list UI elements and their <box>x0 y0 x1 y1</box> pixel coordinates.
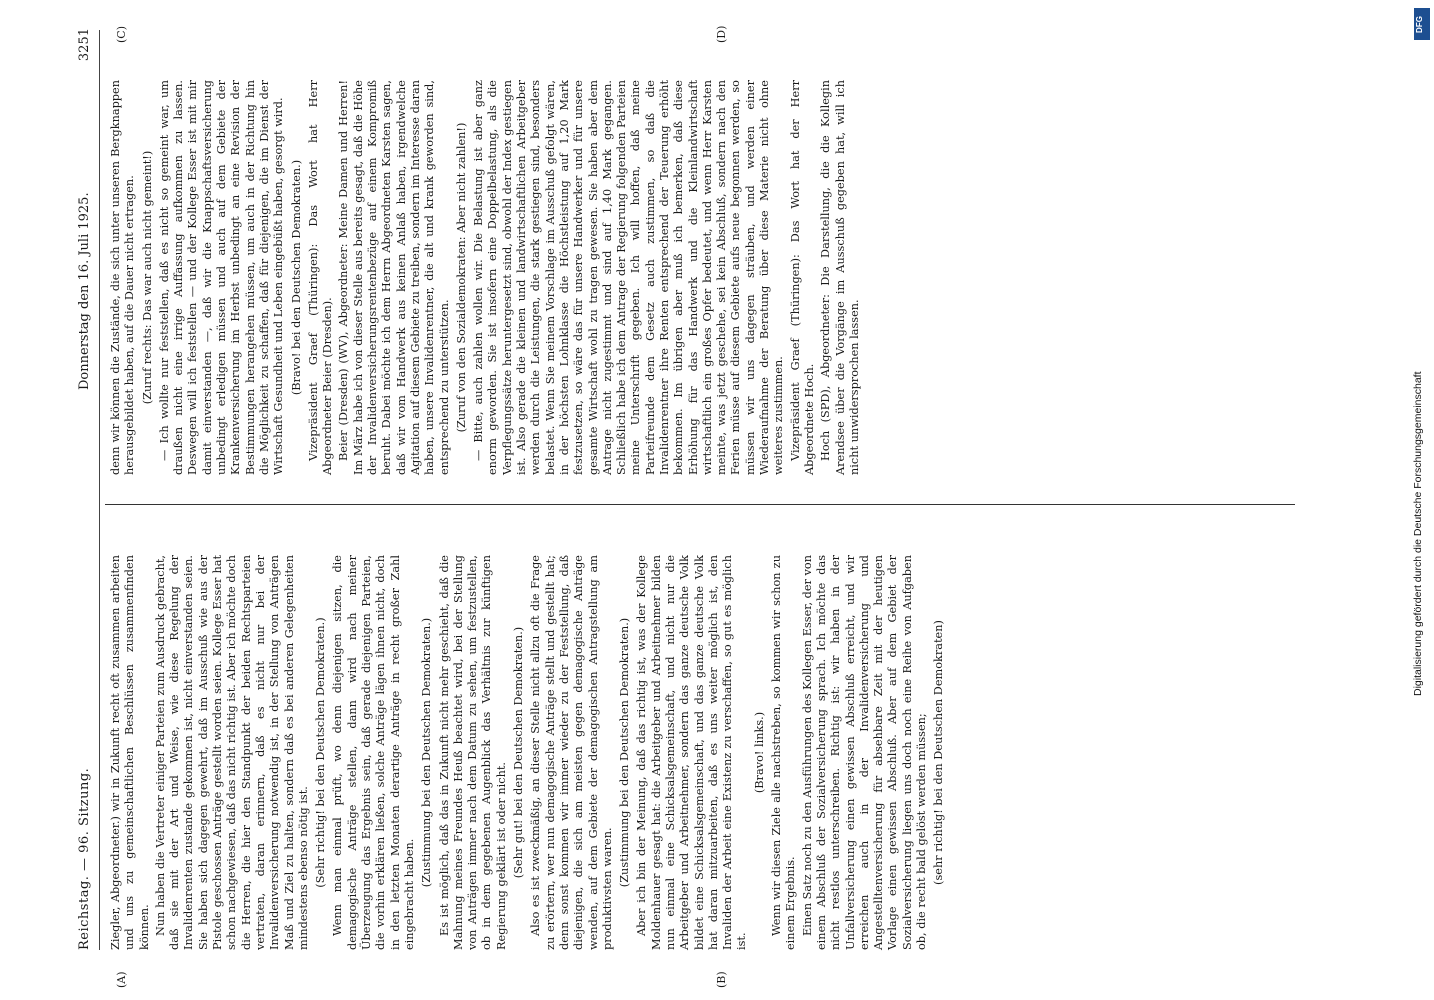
paragraph: Es ist möglich, daß das in Zukunft nicht mehr geschieht, daß die Mahnung meines Freundes Heuß beachtet wird, bei der Stellung von Anträgen immer nach dem Datum zu sehen, um festzustellen, ob in dem gegebenen Augenblick das Verhältnis zur künftigen Regierung geklärt ist oder nicht. <box>437 555 508 950</box>
interjection: (Bravo! bei den Deutschen Demokraten.) <box>289 159 303 396</box>
header-date: Donnerstag den 16. Juli 1925. <box>77 192 92 390</box>
paragraph: Hoch (SPD), Abgeordneter: Die Darstellung, die die Kollegin Arendsee über die Vorgänge im Ausschuß gegeben hat, will ich nicht unwidersprochen lassen. <box>819 80 861 475</box>
paragraph: Vizepräsident Graef (Thüringen): Das Wort hat Herr Abgeordneter Beier (Dresden). <box>306 80 335 475</box>
header-rule <box>99 30 100 950</box>
paragraph: — Ich wollte nur feststellen, daß es nicht so gemeint war, um draußen nicht eine irrige Auffassung aufkommen zu lassen. Deswegen will ich feststellen — und der Kollege Esser ist mit mir damit einverstanden —, daß wir die Knappschaftsversicherung unbedingt erledigen müssen und auch auf dem Gebiete der Krankenversicherung im Herbst unbedingt an eine Revision der Bestimmungen herangehen müssen, um auch in der Richtung hin die Möglichkeit zu schaffen, daß für diejenigen, die im Dienst der Wirtschaft Gesundheit und Leben eingebüßt haben, gesorgt wird. <box>157 80 286 475</box>
paragraph: Aber ich bin der Meinung, daß das richtig ist, was der Kollege Moldenhauer gesagt hat: die Arbeitgeber und Arbeitnehmer bilden nun einmal eine Schicksalsgemeinschaft, und nicht nur die Arbeitgeber und Arbeitnehmer, sondern das ganze deutsche Volk bildet eine Schicksalsgemeinschaft, und das ganze deutsche Volk hat daran mitzuarbeiten, daß es uns weiter möglich ist, den Invaliden der Arbeit eine Existenz zu verschaffen, so gut es möglich ist. <box>635 555 749 950</box>
paragraph: Ziegler, Abgeordneter.) wir in Zukunft recht oft zusammen arbeiten und uns zu gemeinschaftlichen Beschlüssen zusammenfinden können. <box>109 555 151 950</box>
page-number: 3251 <box>77 28 92 62</box>
interjection: (Bravo! links.) <box>752 711 766 794</box>
interjection: (Zuruf rechts: Das war auch nicht gemeint!) <box>140 150 154 405</box>
digitization-credit-text: Digitalisierung gefördert durch die Deutsche Forschungsgemeinschaft <box>1412 371 1424 696</box>
dfg-logo-text: DFG <box>1414 16 1424 33</box>
interjection: (Zustimmung bei den Deutschen Demokraten.) <box>618 617 632 888</box>
scanned-page-rotated <box>75 20 1335 988</box>
interjection: (Sehr gut! bei den Deutschen Demokraten.) <box>512 626 526 879</box>
text-column-right <box>109 80 864 475</box>
paragraph: Beier (Dresden) (WV), Abgeordneter: Meine Damen und Herren! Im März habe ich von dieser Stelle aus bereits gesagt, daß die Höhe der Invalidenversicherungsrentenbezüge auf einem Kompromiß beruht. Dabei möchte ich dem Herrn Abgeordneten Karsten sagen, daß wir vom Handwerk aus keinen Anlaß haben, irgendwelche Agitation auf diesem Gebiete zu treiben, sondern im Interesse daran haben, unsere Invalidenrentner, die alt und krank geworden sind, entsprechend zu unterstützen. <box>337 80 451 475</box>
interjection: (sehr richtig! bei den Deutschen Demokraten) <box>932 620 946 885</box>
column-divider <box>105 504 1295 505</box>
margin-marker-c: (C) <box>115 26 128 43</box>
header-left: Reichstag. — 96. Sitzung. <box>77 767 92 950</box>
paragraph: — Bitte, auch zahlen wollen wir. Die Belastung ist aber ganz enorm geworden. Sie ist insofern eine Doppelbelastung, als die Verpflegungssätze heruntergesetzt sind, obwohl der Index gestiegen ist. Also gerade die kleinen und landwirtschaftlichen Arbeitgeber werden durch die Leistungen, die stark gestiegen sind, besonders belastet. Wenn Sie meinem Vorschlage im Ausschuß gefolgt wären, in der höchsten Lohnklasse die Höchstleistung auf 1,20 Mark festzusetzen, so wäre das für unsere Handwerker und für unsere gesamte Wirtschaft wohl zu tragen gewesen. Sie haben aber dem Antrage nicht zugestimmt und sind auf 1,40 Mark gegangen. Schließlich habe ich dem Antrage der Regierung folgenden Parteien meine Unterschrift gegeben. Ich will hoffen, daß meine Parteifreunde dem Gesetz auch zustimmen, so daß die Invalidenrentner ihre Renten entsprechend der Teuerung erhöht bekommen. Im übrigen aber muß ich bemerken, daß diese Erhöhung für das Handwerk und die Kleinlandwirtschaft wirtschaftlich ein großes Opfer bedeutet, und wenn Herr Karsten meinte, was jetzt geschehe, sei kein Abschluß, sondern nach den Ferien müsse auf diesem Gebiete aufs neue begonnen werden, so müssen wir uns dagegen sträuben, und werden einer Wiederaufnahme der Beratung über diese Materie nicht ohne weiteres zustimmen. <box>472 80 786 475</box>
paragraph: Nun haben die Vertreter einiger Parteien zum Ausdruck gebracht, daß sie mit der Art und Weise, wie diese Regelung der Invalidenrenten zustande gekommen ist, nicht einverstanden seien. Sie haben sich dagegen gewehrt, daß im Ausschuß wie aus der Pistole geschossen Anträge gestellt worden seien. Kollege Esser hat schon nachgewiesen, daß das nicht richtig ist. Aber ich möchte doch die Herren, die hier den Standpunkt der beiden Rechtsparteien vertraten, daran erinnern, daß es nicht nur bei der Invalidenversicherung notwendig ist, in der Stellung von Anträgen Maß und Ziel zu halten, sondern daß es bei anderen Gelegenheiten mindestens ebenso nötig ist. <box>153 555 310 950</box>
paragraph: Wenn man einmal prüft, wo denn diejenigen sitzen, die demagogische Anträge stellen, dann wird nach meiner Überzeugung das Ergebnis sein, daß gerade diejenigen Parteien, die vorhin erklären ließen, solche Anträge lägen ihnen nicht, doch in den letzten Monaten derartige Anträge in recht großer Zahl eingebracht haben. <box>331 555 416 950</box>
margin-marker-b: (B) <box>715 971 728 988</box>
paragraph: Vizepräsident Graef (Thüringen): Das Wort hat der Herr Abgeordnete Hoch. <box>788 80 816 475</box>
interjection: (Sehr richtig! bei den Deutschen Demokraten.) <box>314 617 328 888</box>
page-header <box>75 20 97 960</box>
paragraph: Einen Satz noch zu den Ausführungen des Kollegen Esser, der von einem Abschluß der Sozialversicherung sprach. Ich möchte das nicht restlos unterschreiben. Richtig ist: wir haben in der Unfallversicherung einen gewissen Abschluß erreicht, und wir erreichen auch in der Invalidenversicherung und Angestelltenversicherung für absehbare Zeit mit der heutigen Vorlage einen gewissen Abschluß. Aber auf dem Gebiet der Sozialversicherung liegen uns doch noch eine Reihe von Aufgaben ob, die recht bald gelöst werden müssen; <box>800 555 929 950</box>
text-column-left <box>109 555 950 950</box>
interjection: (Zustimmung bei den Deutschen Demokraten.) <box>420 617 434 888</box>
margin-marker-d: (D) <box>715 25 728 43</box>
paragraph: Also es ist zweckmäßig, an dieser Stelle nicht allzu oft die Frage zu erörtern, wer nun demagogische Anträge stellt und gestellt hat; denn sonst kommen wir immer wieder zu der Feststellung, daß diejenigen, die sich am meisten gegen demagogische Anträge wenden, auf dem Gebiete der demagogischen Antragstellung am produktivsten waren. <box>529 555 614 950</box>
paragraph: Wenn wir diesen Ziele alle nachstreben, so kommen wir schon zu einem Ergebnis. <box>770 555 798 950</box>
margin-marker-a: (A) <box>115 971 128 988</box>
interjection: (Zuruf von den Sozialdemokraten: Aber nicht zahlen!) <box>454 122 468 433</box>
digitization-credit <box>1412 6 1430 706</box>
paragraph: denn wir können die Zustände, die sich unter unseren Bergknappen herausgebildet haben, auf die Dauer nicht ertragen. <box>109 80 137 475</box>
